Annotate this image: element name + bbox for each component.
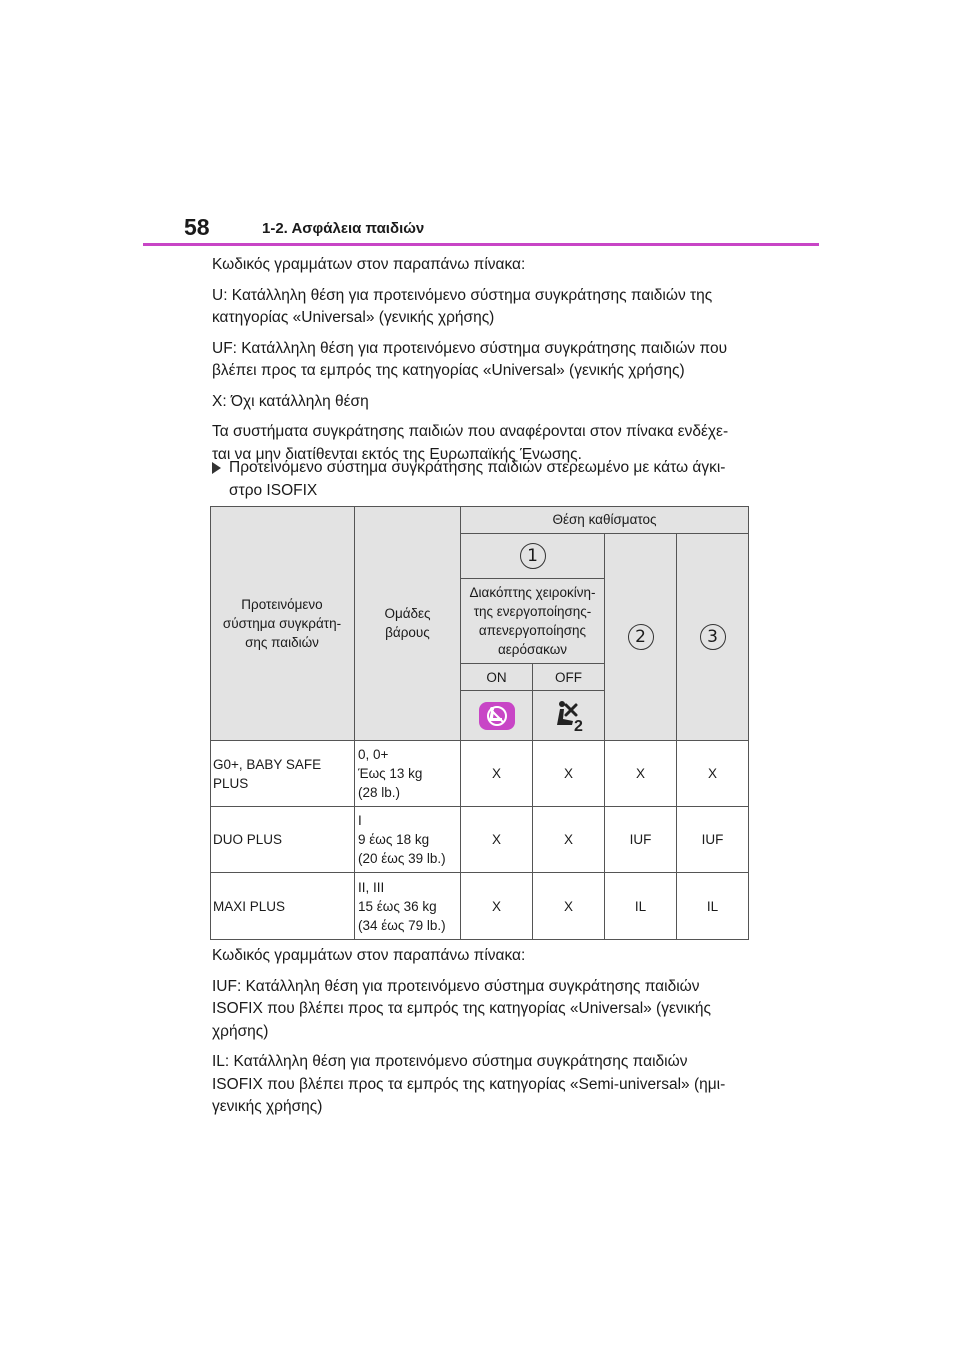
- row-1-off: X: [533, 741, 605, 807]
- outro-text: [212, 945, 760, 1119]
- row-1-system: G0+, BABY SAFE PLUS: [210, 741, 355, 807]
- row-1-weight: 0, 0+ Έως 13 kg (28 lb.): [355, 741, 461, 807]
- row-3-on: X: [461, 873, 533, 940]
- row-1-seat-2: X: [605, 741, 677, 807]
- seat-3-icon: 3: [700, 624, 726, 650]
- header-off-icon-cell: [533, 691, 605, 741]
- page-number: 58: [184, 214, 210, 240]
- eu-note: Τα συστήματα συγκράτησης παιδιών που αναφέρονται στον πίνακα ενδέχε- ται να μην διατίθενται εκτός της Ευρωπαϊκής Ένωσης.: [212, 423, 729, 463]
- header-off: OFF: [533, 664, 605, 691]
- header-system: Προτεινόμενο σύστημα συγκράτη- σης παιδιών: [210, 506, 355, 741]
- legend-il: IL: Κατάλληλη θέση για προτεινόμενο σύστημα συγκράτησης παιδιών ISOFIX που βλέπει προς τα εμπρός της κατηγορίας «Semi-universal» (ημι- γενικής χρήσης): [212, 1053, 726, 1115]
- row-3-seat-3: IL: [677, 873, 749, 940]
- header-weight: Ομάδες βάρους: [355, 506, 461, 741]
- legend-uf: UF: Κατάλληλη θέση για προτεινόμενο σύστημα συγκράτησης παιδιών που βλέπει προς τα εμπρός της κατηγορίας «Universal» (γενικής χρήσης): [212, 339, 728, 379]
- row-3-system: MAXI PLUS: [210, 873, 355, 940]
- seat-2-icon: 2: [628, 624, 654, 650]
- airbag-off-2-icon: [549, 699, 589, 733]
- header-divider: [143, 243, 819, 246]
- row-2-seat-2: IUF: [605, 807, 677, 873]
- page-header: [0, 0, 960, 250]
- seat-1-icon: 1: [520, 543, 546, 569]
- row-1-seat-3: X: [677, 741, 749, 807]
- row-3-weight: II, III 15 έως 36 kg (34 έως 79 lb.): [355, 873, 461, 940]
- header-airbag-switch: Διακόπτης χειροκίνη- της ενεργοποίησης- απενεργοποίησης αερόσακων: [461, 579, 605, 664]
- row-1-on: X: [461, 741, 533, 807]
- isofix-bullet: Προτεινόμενο σύστημα συγκράτησης παιδιών στερεωμένο με κάτω άγκι- στρο ISOFIX: [212, 457, 760, 502]
- legend-title-2: Κωδικός γραμμάτων στον παραπάνω πίνακα:: [212, 947, 526, 964]
- legend-title: Κωδικός γραμμάτων στον παραπάνω πίνακα:: [212, 256, 526, 273]
- row-2-system: DUO PLUS: [210, 807, 355, 873]
- header-on: ON: [461, 664, 533, 691]
- row-3-seat-2: IL: [605, 873, 677, 940]
- intro-text: [212, 254, 760, 466]
- legend-u: U: Κατάλληλη θέση για προτεινόμενο σύστημα συγκράτησης παιδιών της κατηγορίας «Universal» (γενικής χρήσης): [212, 286, 713, 326]
- svg-text:2: 2: [573, 717, 583, 733]
- row-2-off: X: [533, 807, 605, 873]
- header-on-icon-cell: [461, 691, 533, 741]
- section-title: 1-2. Ασφάλεια παιδιών: [262, 220, 425, 237]
- triangle-bullet-icon: [212, 462, 221, 474]
- row-2-seat-3: IUF: [677, 807, 749, 873]
- row-3-off: X: [533, 873, 605, 940]
- header-seat-2: [605, 534, 677, 741]
- legend-x: X: Όχι κατάλληλη θέση: [212, 392, 369, 410]
- header-seat-position: Θέση καθίσματος: [461, 506, 749, 534]
- legend-iuf: IUF: Κατάλληλη θέση για προτεινόμενο σύστημα συγκράτησης παιδιών ISOFIX που βλέπει προς τα εμπρός της κατηγορίας «Universal» (γενικής χρήσης): [212, 977, 711, 1040]
- header-seat-1: [461, 534, 605, 579]
- header-seat-3: [677, 534, 749, 741]
- rear-facing-seat-prohibited-icon: [478, 701, 516, 731]
- row-2-weight: I 9 έως 18 kg (20 έως 39 lb.): [355, 807, 461, 873]
- child-seat-table: [210, 506, 749, 940]
- row-2-on: X: [461, 807, 533, 873]
